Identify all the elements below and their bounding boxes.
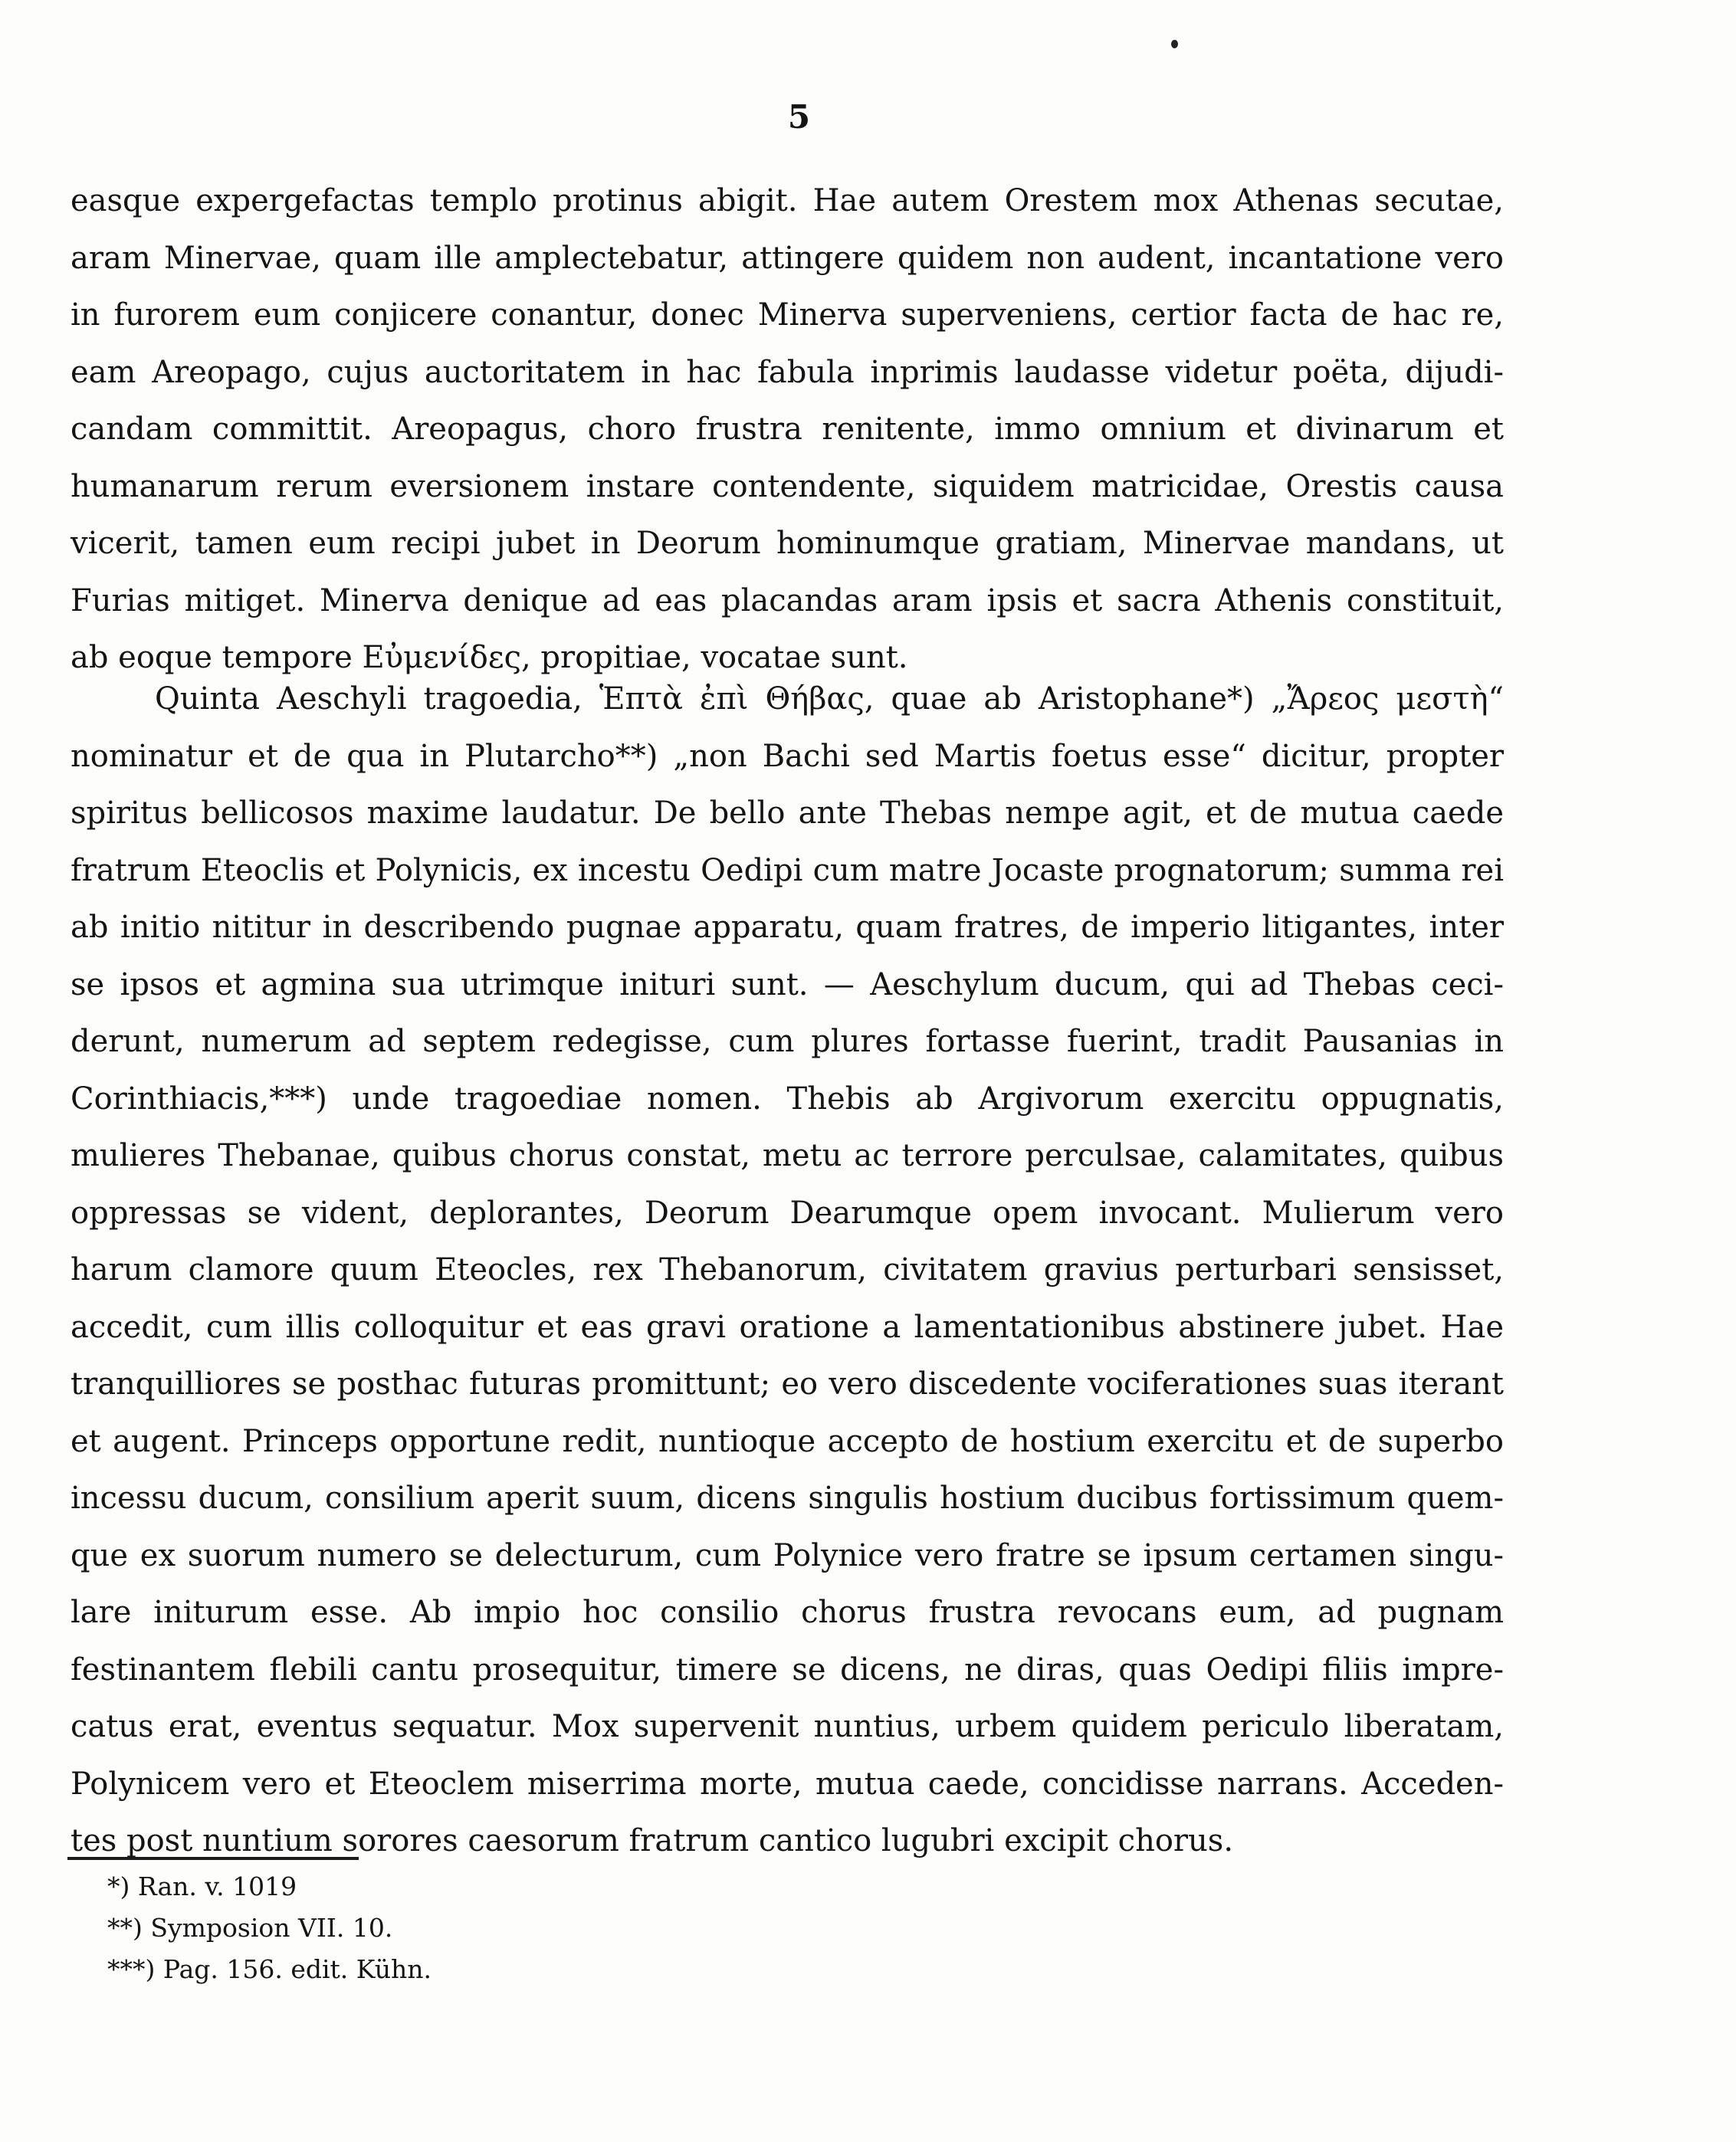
- text-line: tranquilliores se posthac futuras promittunt; eo vero discedente vociferationes suas iterant: [71, 1366, 1504, 1402]
- text-line: accedit, cum illis colloquitur et eas gravi oratione a lamentationibus abstinere jubet. Hae: [71, 1309, 1504, 1345]
- text-line: se ipsos et agmina sua utrimque inituri sunt. — Aeschylum ducum, qui ad Thebas ceci-: [71, 966, 1504, 1002]
- text-line: fratrum Eteoclis et Polynicis, ex incestu Oedipi cum matre Jocaste prognatorum; summa rei: [71, 852, 1504, 888]
- page-number: 5: [787, 98, 811, 136]
- text-line: in furorem eum conjicere conantur, donec Minerva superveniens, certior facta de hac re,: [71, 297, 1504, 333]
- text-line: que ex suorum numero se delecturum, cum Polynice vero fratre se ipsum certamen singu-: [71, 1537, 1504, 1573]
- footnotes: [107, 1866, 432, 1990]
- text-line: easque expergefactas templo protinus abigit. Hae autem Orestem mox Athenas secutae,: [71, 183, 1504, 218]
- text-line: incessu ducum, consilium aperit suum, dicens singulis hostium ducibus fortissimum quem-: [71, 1481, 1504, 1516]
- text-line: ab eoque tempore Εὐμενίδες, propitiae, vocatae sunt.: [71, 640, 908, 675]
- text-line: catus erat, eventus sequatur. Mox supervenit nuntius, urbem quidem periculo liberatam,: [71, 1709, 1504, 1744]
- text-line: eam Areopago, cujus auctoritatem in hac fabula inprimis laudasse videtur poëta, dijudi-: [71, 354, 1504, 390]
- text-line: nominatur et de qua in Plutarcho**) „non Bachi sed Martis foetus esse“ dicitur, propter: [71, 738, 1504, 774]
- text-line: oppressas se vident, deplorantes, Deorum Dearumque opem invocant. Mulierum vero: [71, 1195, 1504, 1231]
- text-line: humanarum rerum eversionem instare contendente, siquidem matricidae, Orestis causa: [71, 468, 1504, 504]
- text-line: lare initurum esse. Ab impio hoc consilio chorus frustra revocans eum, ad pugnam: [71, 1595, 1504, 1630]
- text-line: Corinthiacis,***) unde tragoediae nomen. Thebis ab Argivorum exercitu oppugnatis,: [71, 1081, 1504, 1117]
- text-line: vicerit, tamen eum recipi jubet in Deorum hominumque gratiam, Minervae mandans, ut: [71, 526, 1504, 561]
- text-line: Quinta Aeschyli tragoedia, Ἑπτὰ ἐπὶ Θήβας, quae ab Aristophane*) „Ἄρεος μεστὴ“: [155, 681, 1504, 717]
- text-line: ab initio nititur in describendo pugnae apparatu, quam fratres, de imperio litigantes, inter: [71, 910, 1504, 945]
- paragraph-2: [71, 671, 1504, 1870]
- text-line: Furias mitiget. Minerva denique ad eas placandas aram ipsis et sacra Athenis constituit,: [71, 582, 1504, 618]
- text-line: tes post nuntium sorores caesorum fratrum cantico lugubri excipit chorus.: [71, 1823, 1234, 1858]
- text-line: et augent. Princeps opportune redit, nuntioque accepto de hostium exercitu et de superbo: [71, 1423, 1504, 1459]
- text-line: aram Minervae, quam ille amplectebatur, attingere quidem non audent, incantatione vero: [71, 240, 1504, 276]
- text-line: festinantem flebili cantu prosequitur, timere se dicens, ne diras, quas Oedipi filiis impre-: [71, 1652, 1504, 1688]
- text-line: candam committit. Areopagus, choro frustra renitente, immo omnium et divinarum et: [71, 412, 1504, 447]
- ink-speck: [1171, 40, 1178, 48]
- text-line: mulieres Thebanae, quibus chorus constat, metu ac terrore perculsae, calamitates, quibus: [71, 1138, 1504, 1173]
- text-line: Polynicem vero et Eteoclem miserrima morte, mutua caede, concidisse narrans. Acceden-: [71, 1766, 1504, 1802]
- footnote-divider: [67, 1857, 359, 1860]
- text-line: spiritus bellicosos maxime laudatur. De bello ante Thebas nempe agit, et de mutua caede: [71, 795, 1504, 831]
- paragraph-1: [71, 172, 1504, 687]
- footnote: **) Symposion VII. 10.: [107, 1913, 393, 1943]
- footnote: *) Ran. v. 1019: [107, 1871, 297, 1901]
- text-line: derunt, numerum ad septem redegisse, cum plures fortasse fuerint, tradit Pausanias in: [71, 1024, 1504, 1059]
- footnote: ***) Pag. 156. edit. Kühn.: [107, 1954, 432, 1984]
- text-line: harum clamore quum Eteocles, rex Thebanorum, civitatem gravius perturbari sensisset,: [71, 1252, 1504, 1287]
